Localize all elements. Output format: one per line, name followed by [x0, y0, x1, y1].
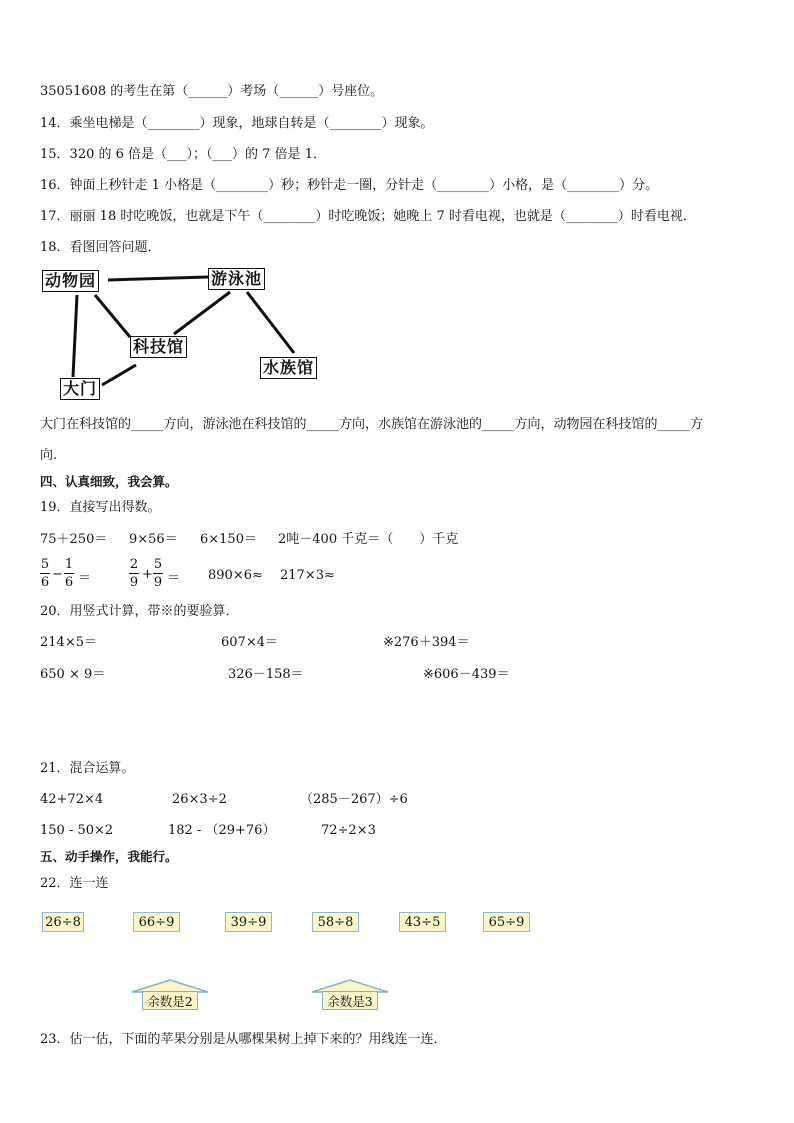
- question-21: 21．混合运算。: [40, 761, 135, 776]
- question-15: 15．320 的 6 倍是（___）；（___）的 7 倍是 1．: [40, 147, 326, 162]
- calc-item: 217×3≈: [280, 568, 335, 583]
- plus-sign: +: [142, 567, 153, 582]
- remainder-label: 余数是3: [322, 991, 378, 1010]
- fraction: 5 9: [153, 557, 163, 590]
- calc-item: 9×56＝: [129, 532, 178, 547]
- question-18-answer-line-1: 大门在科技馆的_____方向，游泳池在科技馆的_____方向，水族馆在游泳池的_____方向，动物园在科技馆的_____方: [40, 417, 704, 432]
- direction-map: [40, 262, 340, 407]
- question-18: 18．看图回答问题．: [40, 240, 161, 255]
- fraction: 2 9: [129, 557, 139, 590]
- vertical-calc-item: 650 × 9＝: [40, 667, 106, 682]
- division-card[interactable]: 65÷9: [483, 912, 530, 932]
- division-card[interactable]: 43÷5: [399, 912, 446, 932]
- question-13-tail: 35051608 的考生在第（______）考场（______）号座位。: [40, 84, 384, 99]
- question-18-answer-line-2: 向.: [40, 448, 58, 463]
- mixed-calc-item: 72÷2×3: [321, 823, 376, 838]
- vertical-calc-item: ※276＋394＝: [383, 635, 470, 650]
- map-label-gate: 大门: [60, 378, 100, 400]
- vertical-calc-item: ※606－439＝: [423, 667, 510, 682]
- division-card[interactable]: 39÷9: [225, 912, 272, 932]
- division-card[interactable]: 26÷8: [42, 912, 84, 932]
- map-label-zoo: 动物园: [42, 270, 99, 292]
- vertical-calc-item: 607×4＝: [221, 635, 278, 650]
- calc-item: 890×6≈: [208, 568, 263, 583]
- question-23: 23．估一估，下面的苹果分别是从哪棵果树上掉下来的？用线连一连．: [40, 1032, 447, 1047]
- question-14: 14．乘坐电梯是（________）现象，地球自转是（________）现象。: [40, 116, 434, 131]
- section-4-heading: 四、认真细致，我会算。: [40, 474, 178, 489]
- question-17: 17．丽丽 18 时吃晚饭，也就是下午（________）时吃晚饭；她晚上 7 时看电视，也就是（________）时看电视．: [40, 209, 696, 224]
- fraction: 5 6: [40, 557, 50, 590]
- calc-item: 2吨－400 千克＝（ ）千克: [278, 532, 459, 547]
- question-20: 20．用竖式计算，带※的要验算．: [40, 604, 239, 619]
- question-16: 16．钟面上秒针走 1 小格是（________）秒；秒针走一圈，分针走（________）小格，是（________）分。: [40, 178, 659, 193]
- mixed-calc-item: 42+72×4: [40, 792, 104, 807]
- map-label-pool: 游泳池: [208, 268, 265, 290]
- section-5-heading: 五、动手操作，我能行。: [40, 849, 178, 864]
- remainder-label: 余数是2: [142, 991, 198, 1010]
- question-22: 22．连一连: [40, 876, 109, 891]
- mixed-calc-item: 150 - 50×2: [40, 823, 114, 838]
- vertical-calc-item: 326－158＝: [228, 667, 304, 682]
- vertical-calc-item: 214×5＝: [40, 635, 97, 650]
- equals-sign: ＝: [78, 571, 92, 586]
- calc-item: 6×150＝: [200, 532, 257, 547]
- question-19: 19．直接写出得数。: [40, 500, 161, 515]
- minus-sign: −: [52, 567, 63, 582]
- calc-item: 75＋250＝: [40, 532, 108, 547]
- division-card[interactable]: 58÷8: [312, 912, 359, 932]
- remainder-house-3[interactable]: [310, 979, 390, 1011]
- map-label-science-museum: 科技馆: [130, 336, 187, 358]
- map-label-aquarium: 水族馆: [260, 357, 317, 379]
- mixed-calc-item: 182 - （29+76）: [168, 823, 276, 838]
- mixed-calc-item: 26×3÷2: [172, 792, 227, 807]
- equals-sign: ＝: [167, 571, 181, 586]
- division-card[interactable]: 66÷9: [133, 912, 180, 932]
- fraction: 1 6: [64, 557, 74, 590]
- mixed-calc-item: （285－267）÷6: [300, 792, 408, 807]
- remainder-house-2[interactable]: [130, 979, 210, 1011]
